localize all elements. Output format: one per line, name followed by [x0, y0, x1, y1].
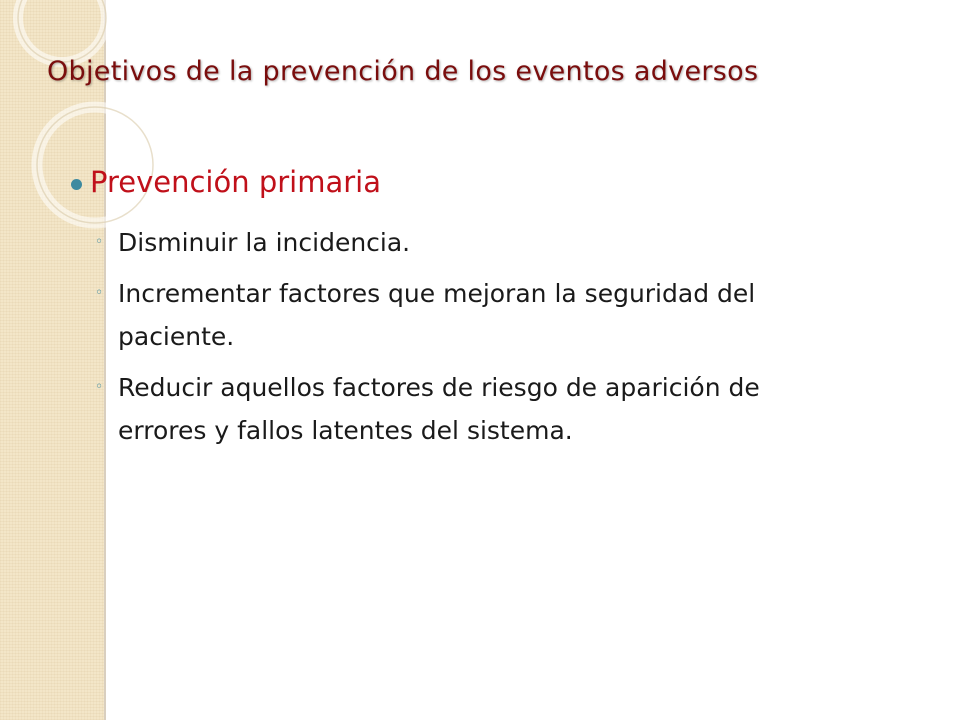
- list-item: [95, 221, 835, 264]
- list-item: [95, 366, 835, 452]
- hollow-circle-icon: ◦: [95, 285, 104, 301]
- primary-bullet-icon: [71, 179, 82, 190]
- list-item-text: Disminuir la incidencia.: [118, 228, 411, 257]
- slide-title: Objetivos de la prevención de los eventos adversos: [47, 56, 759, 87]
- sub-bullet-list: [95, 221, 835, 460]
- list-item-text: Incrementar factores que mejoran la seguridad del paciente.: [118, 279, 756, 351]
- list-item: [95, 272, 835, 358]
- list-item-text: Reducir aquellos factores de riesgo de aparición de errores y fallos latentes del sistema.: [118, 373, 760, 445]
- hollow-circle-icon: ◦: [95, 234, 104, 250]
- hollow-circle-icon: ◦: [95, 379, 104, 395]
- bullet-heading: Prevención primaria: [90, 165, 381, 199]
